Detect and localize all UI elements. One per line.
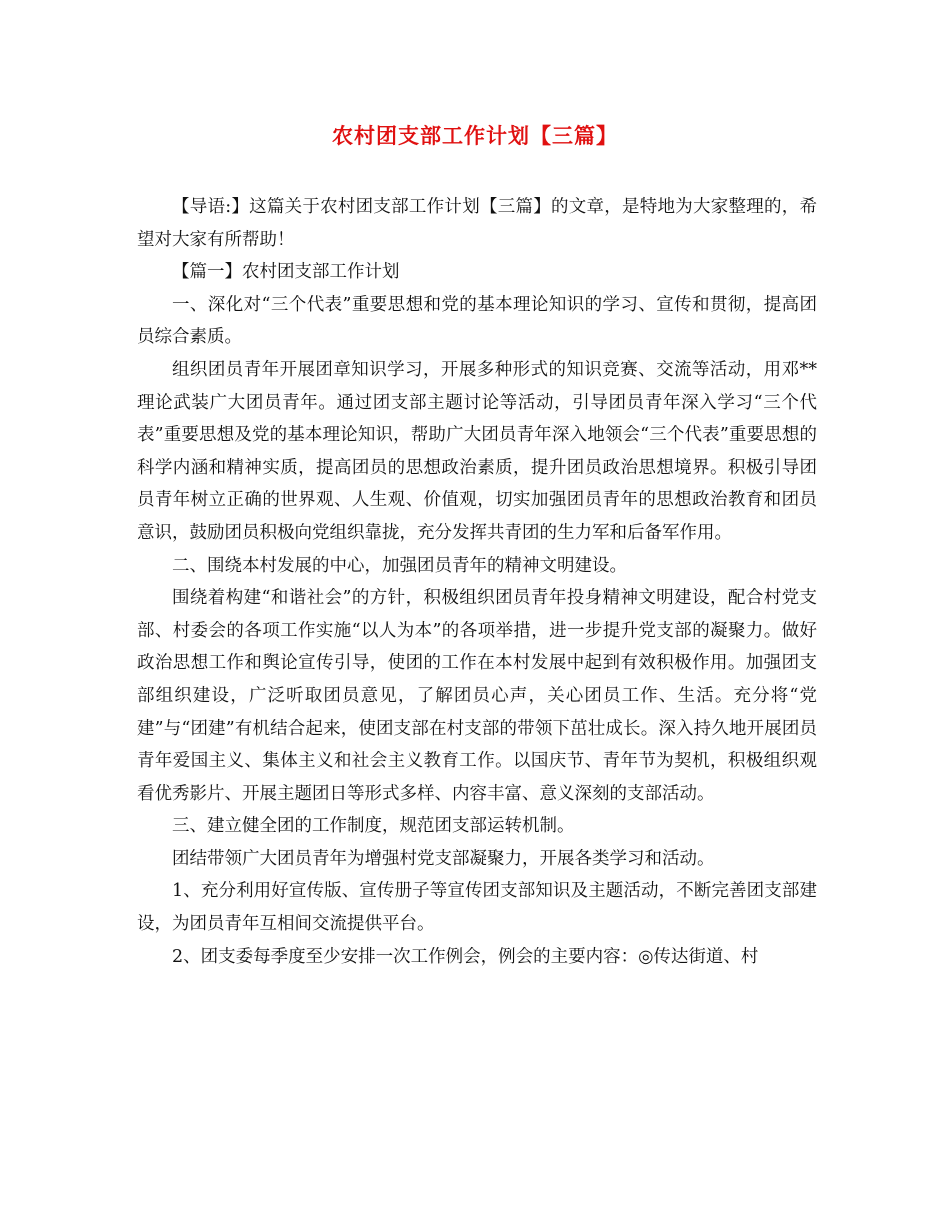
- document-title: 农村团支部工作计划【三篇】: [332, 123, 618, 148]
- paragraph-item-2: 2、团支委每季度至少安排一次工作例会，例会的主要内容：◎传达街道、村: [172, 946, 759, 967]
- paragraph-body-1: 组织团员青年开展团章知识学习，开展多种形式的知识竞赛、交流等活动，用邓**理论武装广大团员青年。通过团支部主题讨论等活动，引导团员青年深入学习“三个代表”重要思想及党的基本理论知识，帮助广大团员青年深入地领会“三个代表”重要思想的科学内涵和精神实质，提高团员的思想政治素质，提升团员政治思想境界。积极引导团员青年树立正确的世界观、人生观、价值观，切实加强团员青年的思想政治教育和团员意识，鼓励团员积极向党组织靠拢，充分发挥共青团的生力军和后备军作用。: [137, 359, 817, 543]
- paragraph-item-1: 1、充分利用好宣传版、宣传册子等宣传团支部知识及主题活动，不断完善团支部建设，为团员青年互相间交流提供平台。: [137, 881, 817, 935]
- document-body: [137, 191, 817, 973]
- paragraph-body-2: 围绕着构建“和谐社会”的方针，积极组织团员青年投身精神文明建设，配合村党支部、村委会的各项工作实施“以人为本”的各项举措，进一步提升党支部的凝聚力。做好政治思想工作和舆论宣传引导，使团的工作在本村发展中起到有效积极作用。加强团支部组织建设，广泛听取团员意见，了解团员心声，关心团员工作、生活。充分将“党建”与“团建”有机结合起来，使团支部在村支部的带领下茁壮成长。深入持久地开展团员青年爱国主义、集体主义和社会主义教育工作。以国庆节、青年节为契机，积极组织观看优秀影片、开展主题团日等形式多样、内容丰富、意义深刻的支部活动。: [137, 588, 817, 804]
- paragraph-section-heading: 【篇一】农村团支部工作计划: [172, 262, 400, 283]
- paragraph-heading-2: 二、围绕本村发展的中心，加强团员青年的精神文明建设。: [172, 555, 627, 576]
- paragraph-heading-3: 三、建立健全团的工作制度，规范团支部运转机制。: [172, 816, 575, 837]
- paragraph-heading-1: 一、深化对“三个代表”重要思想和党的基本理论知识的学习、宣传和贯彻，提高团员综合素质。: [137, 294, 817, 348]
- paragraph-intro: 【导语:】这篇关于农村团支部工作计划【三篇】的文章，是特地为大家整理的，希望对大家有所帮助！: [137, 197, 817, 250]
- paragraph-body-3: 团结带领广大团员青年为增强村党支部凝聚力，开展各类学习和活动。: [172, 848, 715, 869]
